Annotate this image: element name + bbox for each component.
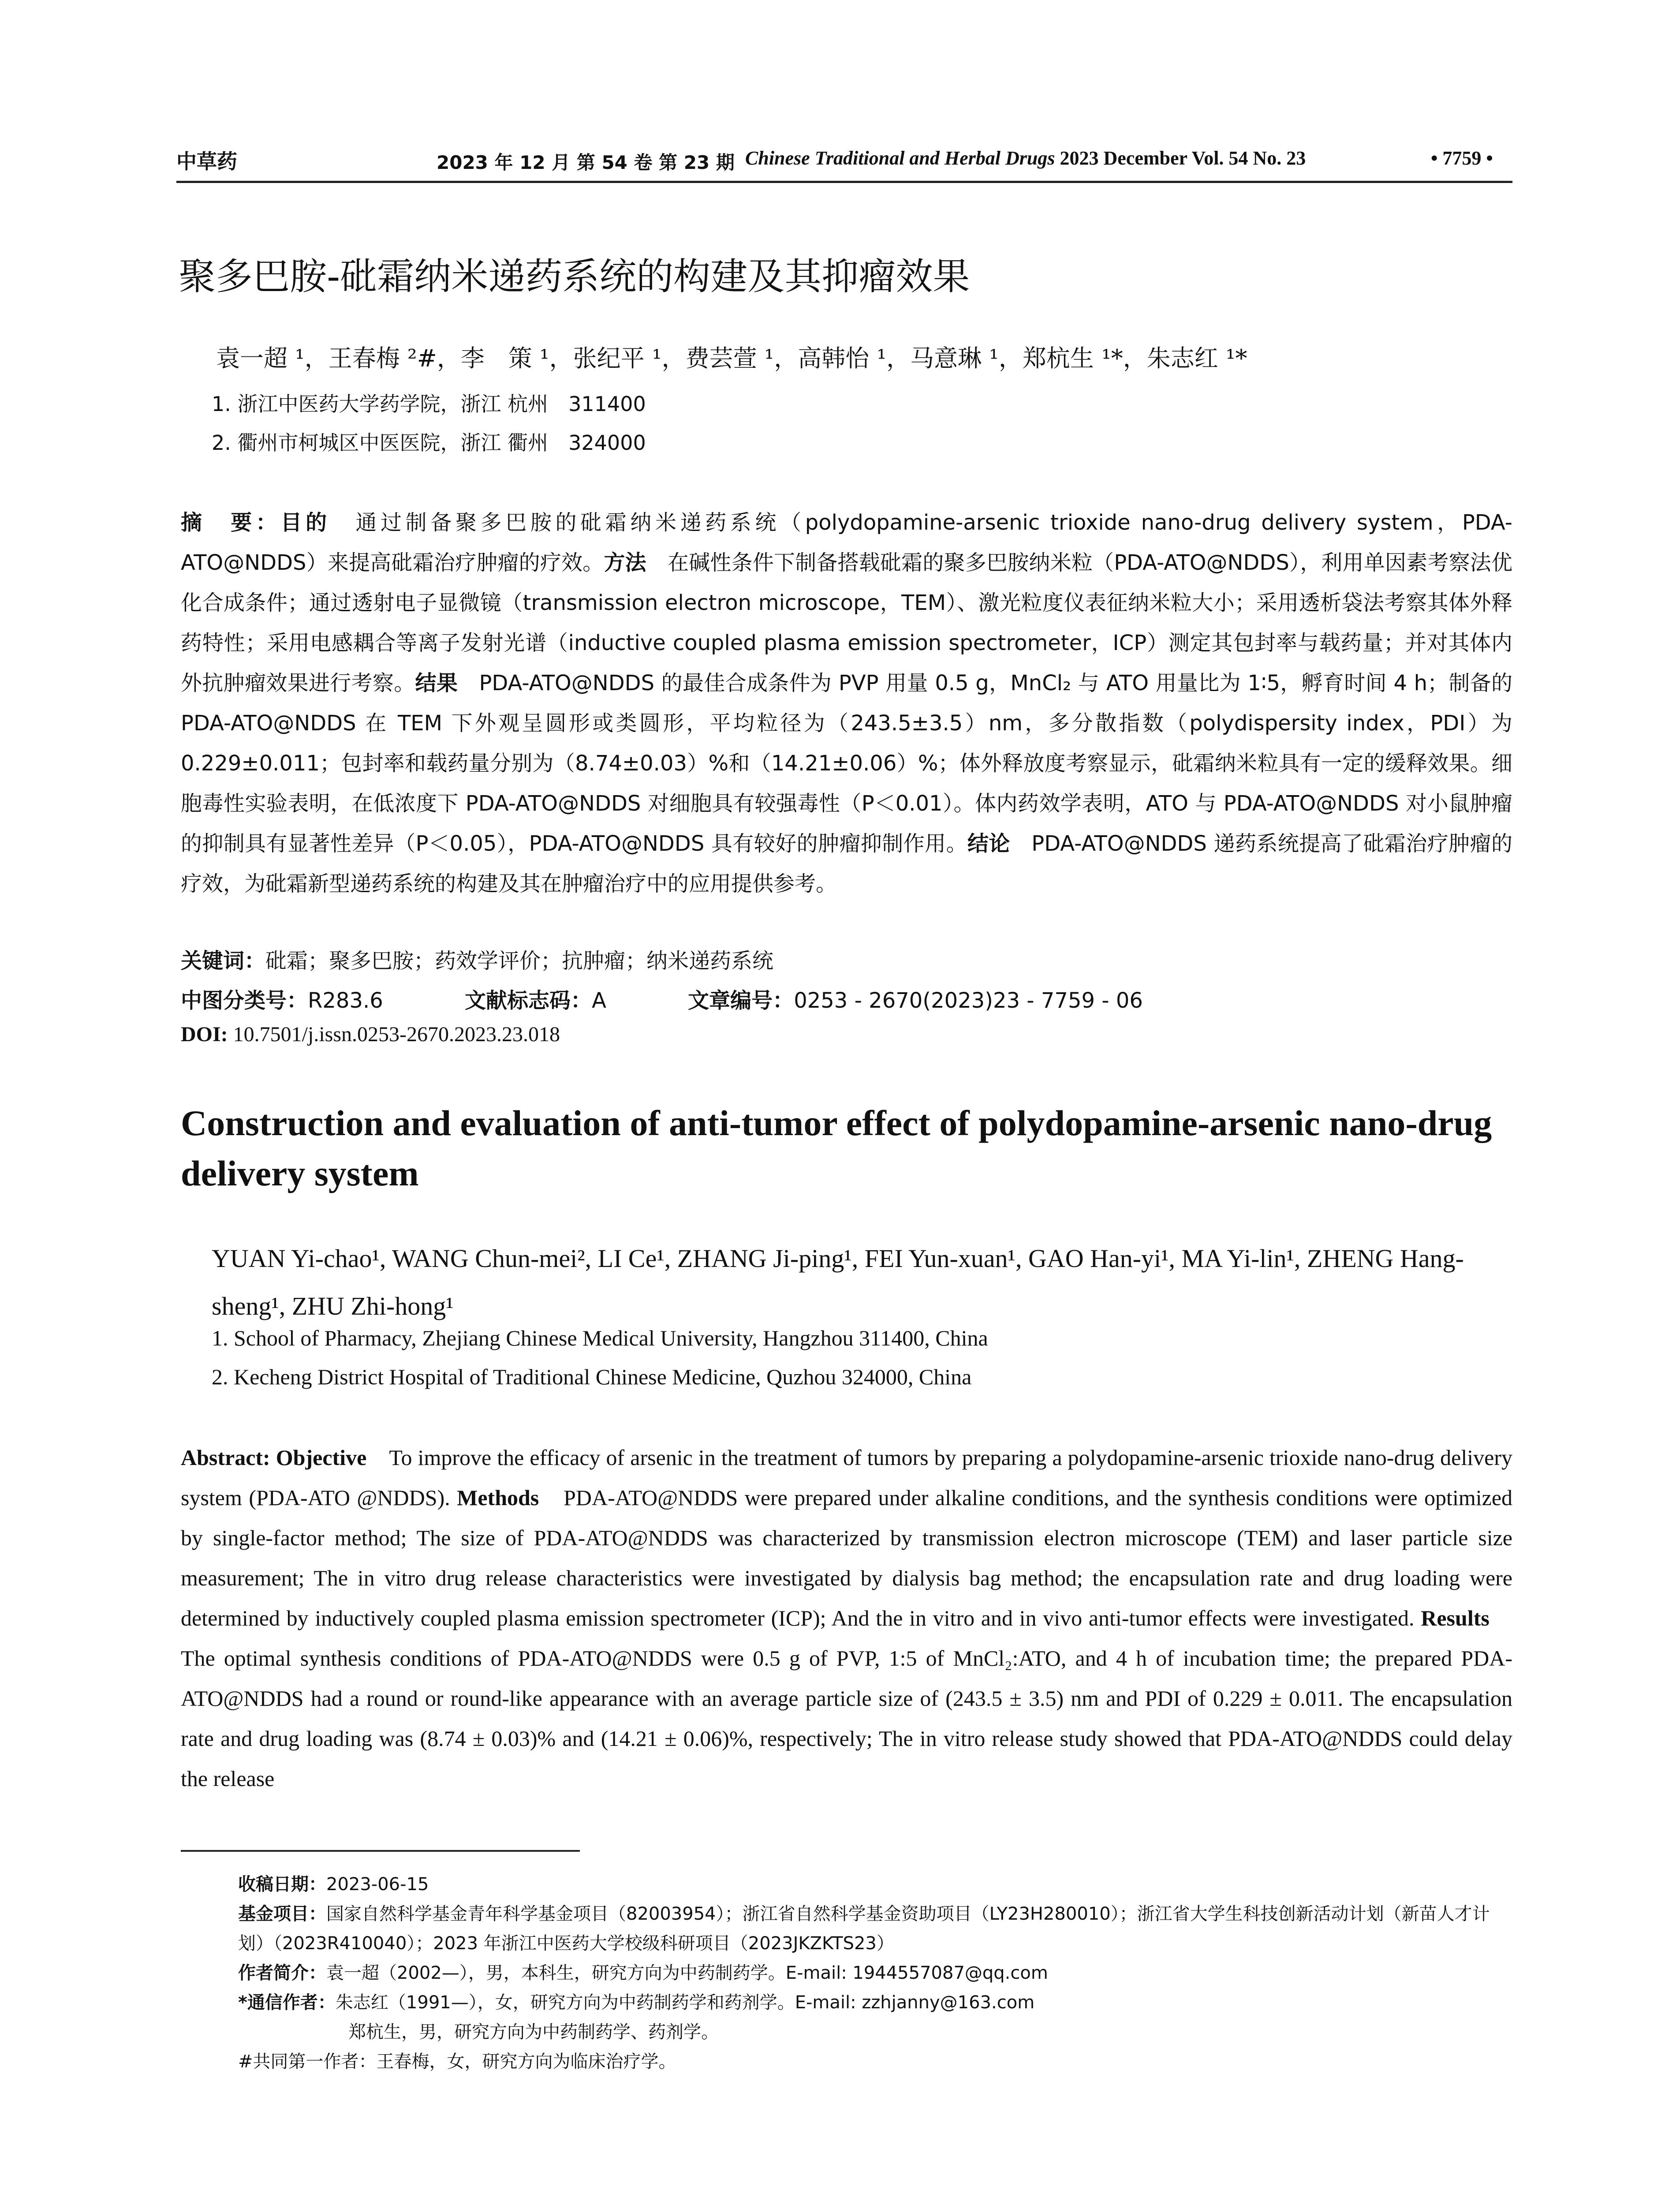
page-number: • 7759 • <box>1431 147 1493 169</box>
footnote-rule <box>181 1850 580 1852</box>
classification-line: 中图分类号：R283.6 文献标志码：A 文章编号：0253 - 2670(2023)23 - 7759 - 06 <box>181 988 1143 1013</box>
abstract-en: Abstract: Objective To improve the efficacy of arsenic in the treatment of tumors by preparing a polydopamine-arsenic trioxide nano-drug delivery system (PDA-ATO @NDDS). Methods PDA-ATO@NDDS were prepared under alkaline conditions, and the synthesis conditions were optimized by single-factor method; The size of PDA-ATO@NDDS was characterized by transmission electron microscope (TEM) and laser particle size measurement; The in vitro drug release characteristics were investigated by dialysis bag method; the encapsulation rate and drug loading were determined by inductively coupled plasma emission spectrometer (ICP); And the in vitro and in vivo anti-tumor effects were investigated. Results The optimal synthesis conditions of PDA-ATO@NDDS were 0.5 g of PVP, 1:5 of MnCl₂:ATO, and 4 h of incubation time; the prepared PDA-ATO@NDDS had a round or round-like appearance with an average particle size of (243.5 ± 3.5) nm and PDI of 0.229 ± 0.011. The encapsulation rate and drug loading was (8.74 ± 0.03)% and (14.21 ± 0.06)%, respectively; The in vitro release study showed that PDA-ATO@NDDS could delay the release <box>181 1445 1513 1791</box>
affiliation-cn-1: 1. 浙江中医药大学药学院，浙江 杭州 311400 <box>212 392 646 416</box>
affiliation-cn-2: 2. 衢州市柯城区中医医院，浙江 衢州 324000 <box>212 431 646 455</box>
authors-cn: 袁一超 ¹，王春梅 ²#，李 策 ¹，张纪平 ¹，费芸萱 ¹，高韩怡 ¹，马意琳 ¹，郑杭生 ¹*，朱志红 ¹* <box>216 344 1247 372</box>
authors-en: YUAN Yi-chao¹, WANG Chun-mei², LI Ce¹, ZHANG Ji-ping¹, FEI Yun-xuan¹, GAO Han-yi¹, MA Yi-lin¹, ZHENG Hang-sheng¹, ZHU Zhi-hong¹ <box>212 1244 1464 1320</box>
footnote-received: 收稿日期：2023-06-15 <box>238 1874 429 1895</box>
footnote-fund: 基金项目：国家自然科学基金青年科学基金项目（82003954）；浙江省自然科学基金资助项目（LY23H280010）；浙江省大学生科技创新活动计划（新苗人才计划）（2023R410040）；2023 年浙江中医药大学校级科研项目（2023JKZKTS23） <box>238 1904 1490 1954</box>
footnote-co-first-author: #共同第一作者：王春梅，女，研究方向为临床治疗学。 <box>238 2052 676 2072</box>
footnote-author-bio: 作者简介：袁一超（2002—），男，本科生，研究方向为中药制药学。E-mail: 1944557087@qq.com <box>238 1963 1048 1983</box>
doi: DOI: 10.7501/j.issn.0253-2670.2023.23.018 <box>181 1023 560 1046</box>
title-en: Construction and evaluation of anti-tumor effect of polydopamine-arsenic nano-drug delivery system <box>181 1103 1492 1193</box>
footnote-corresponding-2: 郑杭生，男，研究方向为中药制药学、药剂学。 <box>348 2022 719 2042</box>
affiliation-en-1: 1. School of Pharmacy, Zhejiang Chinese Medical University, Hangzhou 311400, China <box>212 1326 988 1350</box>
journal-name-cn: 中草药 <box>176 149 237 173</box>
issue-info-cn: 2023 年 12 月 第 54 卷 第 23 期 <box>437 152 735 173</box>
affiliation-en-2: 2. Kecheng District Hospital of Traditional Chinese Medicine, Quzhou 324000, China <box>212 1364 972 1389</box>
keywords-cn: 关键词：砒霜；聚多巴胺；药效学评价；抗肿瘤；纳米递药系统 <box>181 949 774 973</box>
issue-info-en: Chinese Traditional and Herbal Drugs 2023 December Vol. 54 No. 23 <box>745 147 1306 169</box>
abstract-cn: 摘 要：目的 通过制备聚多巴胺的砒霜纳米递药系统（polydopamine-arsenic trioxide nano-drug delivery system，PDA-ATO@NDDS）来提高砒霜治疗肿瘤的疗效。方法 在碱性条件下制备搭载砒霜的聚多巴胺纳米粒（PDA-ATO@NDDS），利用单因素考察法优化合成条件；通过透射电子显微镜（transmission electron microscope，TEM）、激光粒度仪表征纳米粒大小；采用透析袋法考察其体外释药特性；采用电感耦合等离子发射光谱（inductive coupled plasma emission spectrometer，ICP）测定其包封率与载药量；并对其体内外抗肿瘤效果进行考察。结果 PDA-ATO@NDDS 的最佳合成条件为 PVP 用量 0.5 g，MnCl₂ 与 ATO 用量比为 1∶5，孵育时间 4 h；制备的 PDA-ATO@NDDS 在 TEM 下外观呈圆形或类圆形，平均粒径为（243.5±3.5）nm，多分散指数（polydispersity index，PDI）为 0.229±0.011；包封率和载药量分别为（8.74±0.03）%和（14.21±0.06）%；体外释放度考察显示，砒霜纳米粒具有一定的缓释效果。细胞毒性实验表明，在低浓度下 PDA-ATO@NDDS 对细胞具有较强毒性（P＜0.01）。体内药效学表明，ATO 与 PDA-ATO@NDDS 对小鼠肿瘤的抑制具有显著性差异（P＜0.05），PDA-ATO@NDDS 具有较好的肿瘤抑制作用。结论 PDA-ATO@NDDS 递药系统提高了砒霜治疗肿瘤的疗效，为砒霜新型递药系统的构建及其在肿瘤治疗中的应用提供参考。 <box>181 510 1512 896</box>
footnote-corresponding: *通信作者：朱志红（1991—），女，研究方向为中药制药学和药剂学。E-mail: zzhjanny@163.com <box>238 1992 1035 2013</box>
title-cn: 聚多巴胺-砒霜纳米递药系统的构建及其抑瘤效果 <box>179 255 970 298</box>
